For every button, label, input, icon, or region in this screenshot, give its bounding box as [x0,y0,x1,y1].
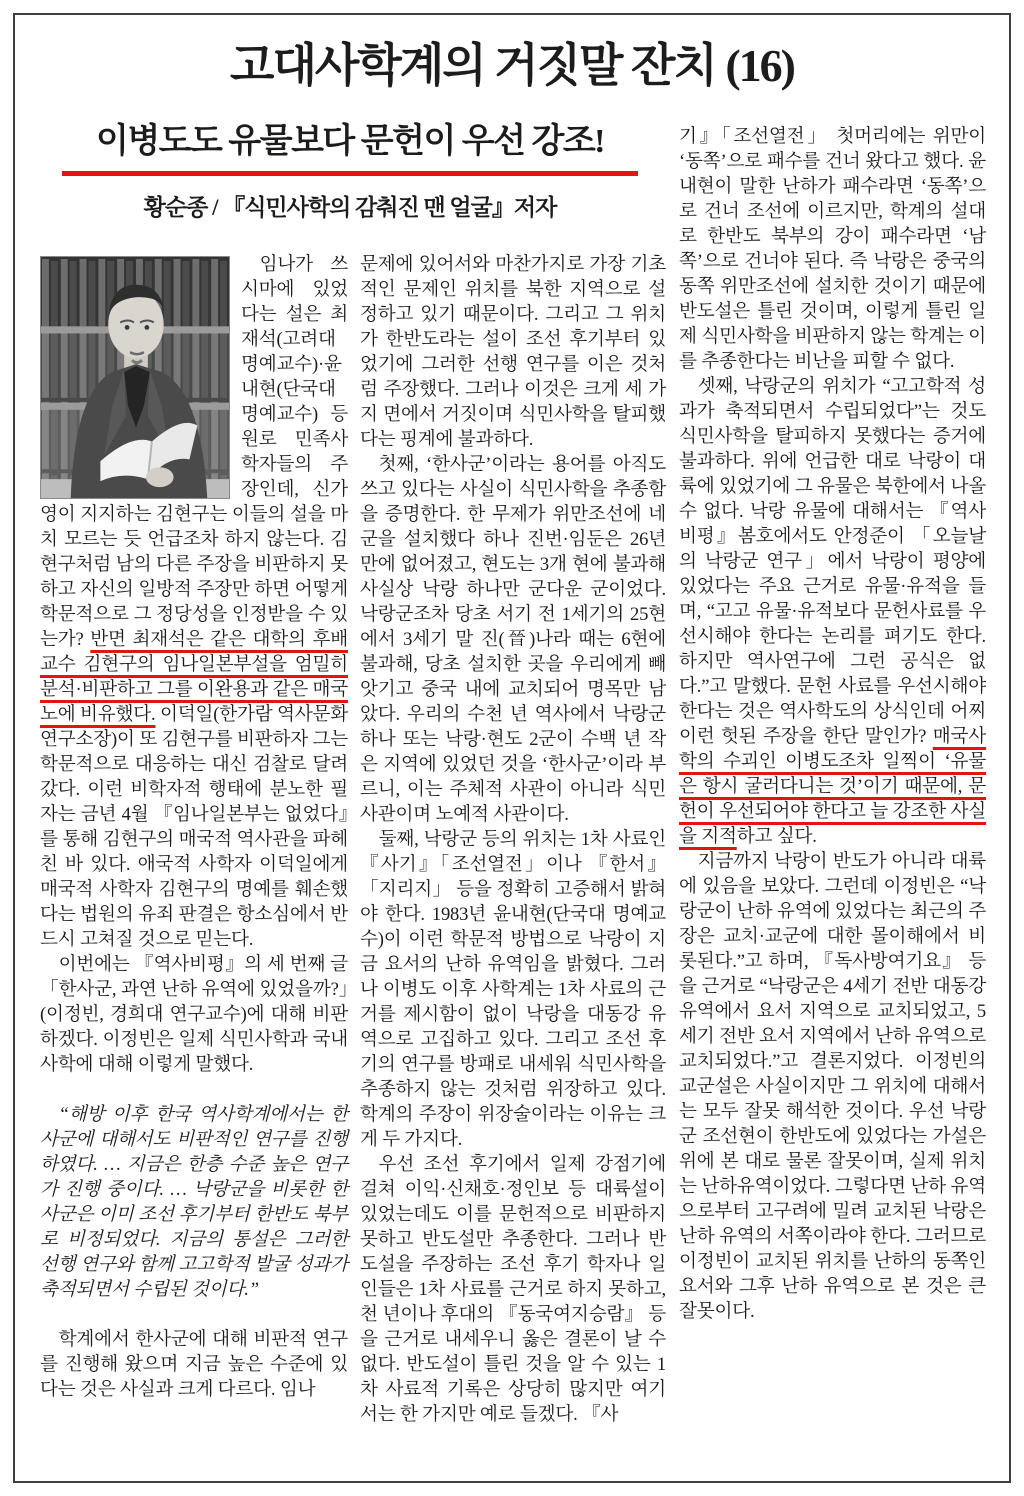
author-photo [40,256,230,499]
body-paragraph [360,252,666,452]
text-run: 우선 조선 후기에서 일제 강점기에 걸쳐 이익·신채호·정인보 등 대륙설이 있었는데도 이를 문헌적으로 비판하지 못하고 반도설만 추종한다. 그러나 반도설을 주장하는 조선 후기 학자나 일인들은 1차 사료를 근거로 하지 못하고, 천 년이나 후대의 『동국여지승람』 등을 근거로 내세우니 옳은 결론이 날 수 없다. 반도설이 틀린 것을 알 수 있는 1차 사료적 기록은 상당히 많지만 여기서는 한 가지만 예로 들겠다. 『사 [360,1154,666,1425]
text-run: 학계에서 한사군에 대해 비판적 연구를 진행해 왔으며 지금 높은 수준에 있다는 것은 사실과 크게 다르다. 임나 [40,1329,348,1400]
author-photo-illustration [41,257,229,498]
quote-paragraph [40,1102,348,1302]
body-paragraph [360,1152,666,1427]
body-paragraph [679,124,986,374]
text-run: 하고 싶다. [736,826,817,847]
text-run: 문제에 있어서와 마찬가지로 가장 기초적인 문제인 위치를 북한 지역으로 설정하고 있기 때문이다. 그리고 그 위치가 한반도라는 설이 조선 후기부터 있었기에 그러한 선행 연구를 이은 것처럼 주장했다. 그러나 이것은 크게 세 가지 면에서 거짓이며 식민사학을 탈피했다는 핑계에 불과하다. [360,254,666,450]
text-run: “해방 이후 한국 역사학계에서는 한사군에 대해서도 비판적인 연구를 진행하였다. … 지금은 한층 수준 높은 연구가 진행 중이다. … 낙랑군을 비롯한 한사군은 이미 조선 후기부터 한반도 북부로 비정되었다. 지금의 통설은 그러한 선행 연구와 함께 고고학적 발굴 성과가 축적되면서 수립된 것이다.” [40,1104,348,1300]
body-paragraph [360,452,666,827]
subhead-block [62,121,638,222]
body-paragraph [679,849,986,1324]
text-run: 임나가 쓰시마에 있었다는 설은 최재석(고려대 명예교수)·윤내현(단국대 명예교수) 등 원로 민족사학자들의 주장인데, 신가영이 지지하는 김현구는 이들의 설을 마치 모르는 듯 언급조차 하지 않는다. 김현구처럼 남의 다른 주장을 비판하지 못하고 자신의 일방적 주장만 하면 어떻게 학문적으로 그 정당성을 인정받을 수 있는가? [40,254,348,650]
article-subtitle: 이병도도 유물보다 문헌이 우선 강조! [96,123,604,160]
body-paragraph [40,952,348,1077]
text-column-2 [360,252,666,1427]
body-paragraph [40,1327,348,1402]
text-run: 이덕일(한가람 역사문화연구소장)이 또 김현구를 비판하자 그는 학문적으로 대응하는 대신 검찰로 달려갔다. 이런 비학자적 행태에 분노한 필자는 금년 4월 『임나일본부는 없었다』를 통해 김현구의 매국적 역사관을 파헤친 바 있다. 애국적 사학자 이덕일에게 매국적 사학자 김현구의 명예를 훼손했다는 법원의 유죄 판결은 항소심에서 반드시 고쳐질 것으로 믿는다. [40,704,348,950]
text-run: 첫째, ‘한사군’이라는 용어를 아직도 쓰고 있다는 사실이 식민사학을 추종함을 증명한다. 한 무제가 위만조선에 네 군을 설치했다 하나 진번·임둔은 26년 만에 없어졌고, 현도는 3개 현에 불과해 사실상 낙랑 하나만 군다운 군이었다. 낙랑군조차 당초 서기 전 1세기의 25현에서 3세기 말 진(晉)나라 때는 6현에 불과해, 당초 설치한 곳을 우리에게 빼앗기고 중국 내에 교치되어 명목만 남았다. 우리의 수천 년 역사에서 낙랑군 하나 또는 낙랑·현도 2군이 수백 년 작은 지역에 있었던 것을 ‘한사군’이라 부르니, 이는 주체적 사관이 아니라 식민사관이며 노예적 사관이다. [360,454,666,825]
red-underlined-passage: 반면 최재석은 같은 대학의 후배 교수 김현구의 임나일본부설을 엄밀히 분석·비판하고 그를 이완용과 같은 매국노에 비유했다. [40,629,348,725]
text-column-3 [679,124,986,1324]
article-series-title: 고대사학계의 거짓말 잔치 (16) [230,40,794,91]
text-run: 셋째, 낙랑군의 위치가 “고고학적 성과가 축적되면서 수립되었다”는 것도 식민사학을 탈피하지 못했다는 증거에 불과하다. 위에 언급한 대로 낙랑이 대륙에 있었기에 그 유물은 북한에서 나올 수 없다. 낙랑 유물에 대해서는 『역사비평』봄호에서도 안정준이 「오늘날의 낙랑군 연구」에서 낙랑이 평양에 있었다는 주요 근거로 유물·유적을 들며, “고고 유물·유적보다 문헌사료를 우선시해야 한다는 논리를 펴기도 한다. 하지만 역사연구에 그런 공식은 없다.”고 말했다. 문헌 사료를 우선시해야 한다는 것은 역사학도의 상식인데 어찌 이런 헛된 주장을 한단 말인가? [679,376,986,747]
text-run: 이번에는 『역사비평』의 세 번째 글 「한사군, 과연 난하 유역에 있었을까?」(이정빈, 경희대 연구교수)에 대해 비판하겠다. 이정빈은 일제 식민사학과 국내 사학에 대해 이렇게 말했다. [40,954,348,1075]
red-underline-rule [62,171,638,176]
body-paragraph [360,827,666,1152]
text-run: 둘째, 낙랑군 등의 위치는 1차 사료인 『사기』「조선열전」이나 『한서』「지리지」 등을 정확히 고증해서 밝혀야 한다. 1983년 윤내현(단국대 명예교수)이 이런 학문적 방법으로 낙랑이 지금 요서의 난하 유역임을 밝혔다. 그러나 이병도 이후 사학계는 1차 사료의 근거를 제시함이 없이 낙랑을 대동강 유역으로 고집하고 있다. 그리고 조선 후기의 연구를 방패로 내세워 식민사학을 추종하지 않는 것처럼 위장하고 있다. 학계의 주장이 위장술이라는 이유는 크게 두 가지다. [360,829,666,1150]
author-byline: 황순종 / 『식민사학의 감춰진 맨 얼굴』저자 [143,194,557,220]
text-run: 지금까지 낙랑이 반도가 아니라 대륙에 있음을 보았다. 그런데 이정빈은 “낙랑군이 난하 유역에 있었다는 최근의 주장은 교치·교군에 대한 몰이해에서 비롯된다.”고 하며, 『독사방여기요』 등을 근거로 “낙랑군은 4세기 전반 대동강 유역에서 요서 지역으로 교치되었고, 5세기 전반 요서 지역에서 난하 유역으로 교치되었다.”고 결론지었다. 이정빈의 교군설은 사실이지만 그 위치에 대해서는 모두 잘못 해석한 것이다. 우선 낙랑군 조선현이 한반도에 있었다는 가설은 위에 본 대로 물론 잘못이며, 실제 위치는 난하유역이었다. 그렇다면 난하 유역으로부터 고구려에 밀려 교치된 낙랑은 난하 유역의 서쪽이라야 한다. 그러므로 이정빈이 교치된 위치를 난하의 동쪽인 요서와 그후 난하 유역으로 본 것은 큰 잘못이다. [679,851,986,1322]
text-run: 기』「조선열전」 첫머리에는 위만이 ‘동쪽’으로 패수를 건너 왔다고 했다. 윤내현이 말한 난하가 패수라면 ‘동쪽’으로 건너 조선에 이르지만, 학계의 설대로 한반도 북부의 강이 패수라면 ‘남쪽’으로 건너야 된다. 즉 낙랑은 중국의 동쪽 위만조선에 설치한 것이기 때문에 반도설은 틀린 것이며, 이렇게 틀린 일제 식민사학을 비판하지 않는 학계는 이를 추종한다는 비난을 피할 수 없다. [679,126,986,372]
body-paragraph [679,374,986,849]
red-underlined-passage: 매국사학의 수괴인 이병도조차 일찍이 ‘유물은 항시 굴러다니는 것’이기 때문에, 문헌이 우선되어야 한다고 늘 강조한 사실을 지적 [679,726,986,847]
text-column-1 [40,252,348,1402]
